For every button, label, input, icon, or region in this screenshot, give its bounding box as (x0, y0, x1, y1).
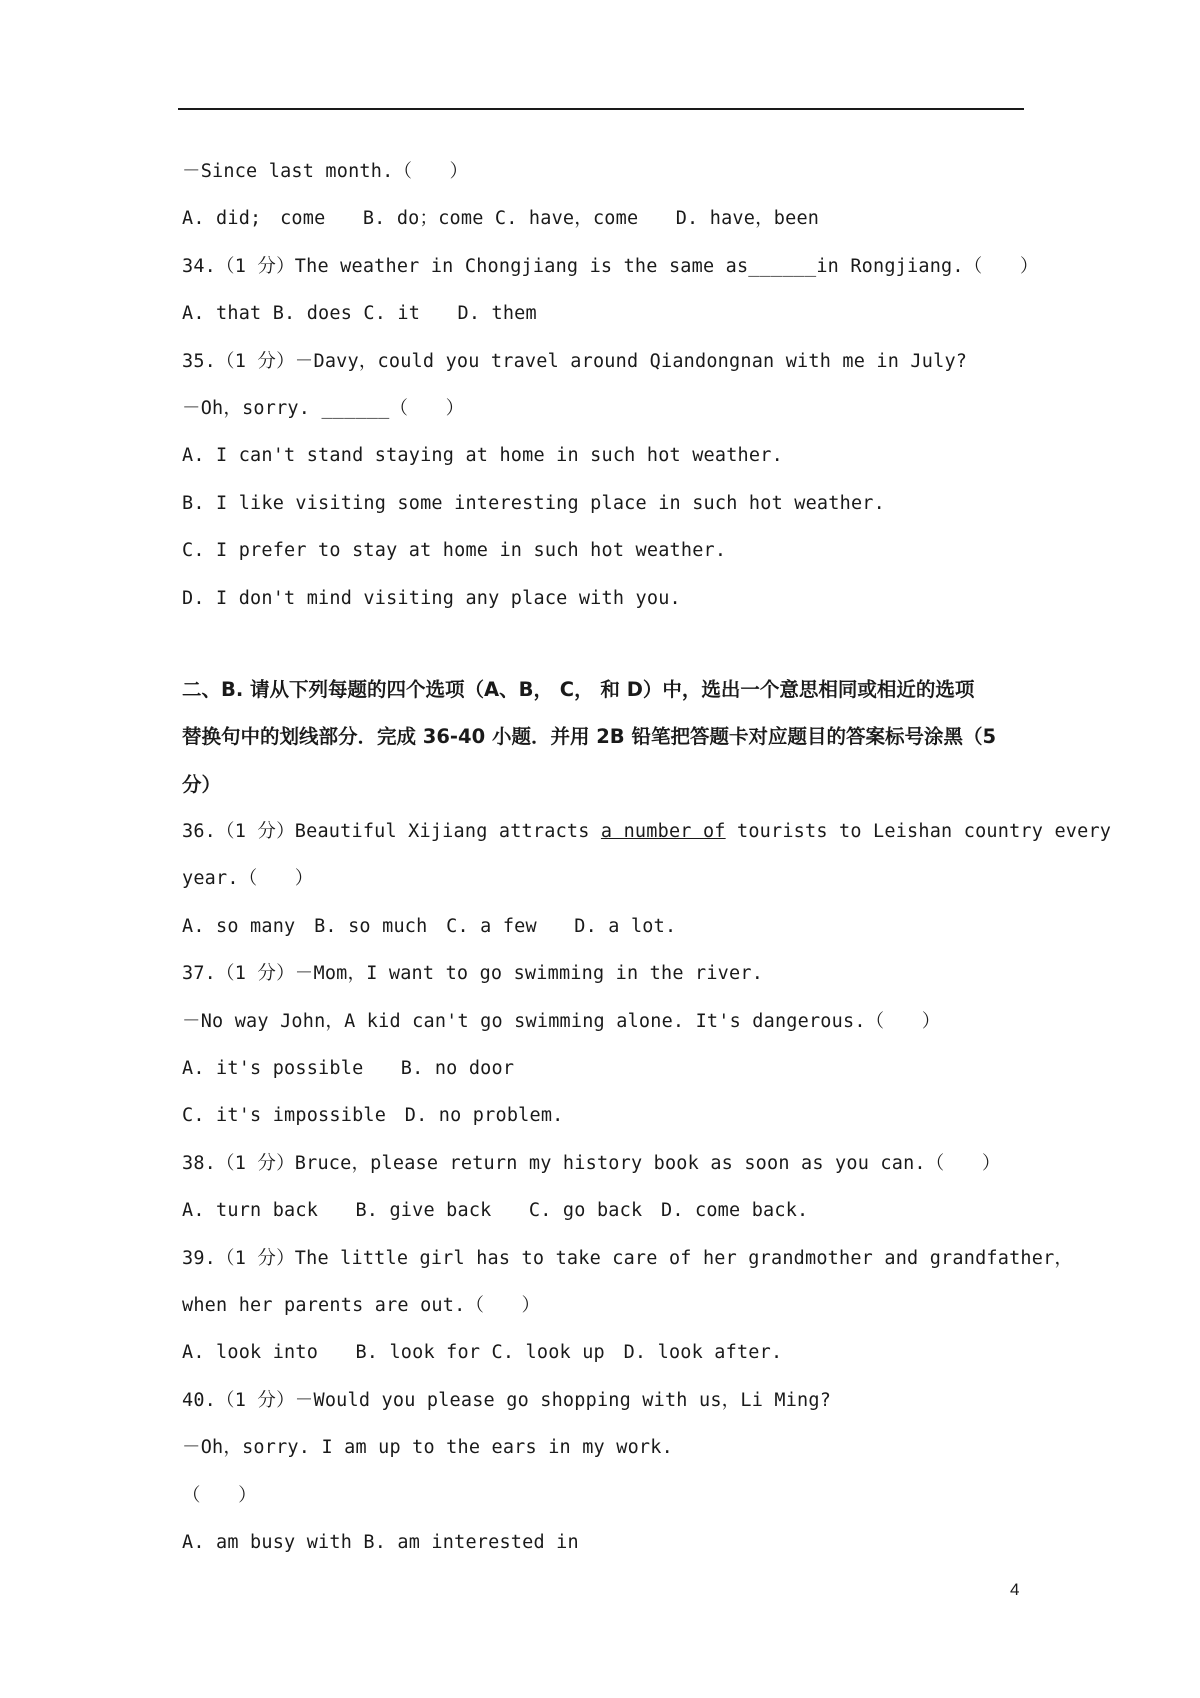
section-instruction-line-2: 替换句中的划线部分．完成 36-40 小题．并用 2B 铅笔把答题卡对应题目的答案标号涂黑（5 (182, 725, 997, 749)
section-instruction-line-1: 二、B. 请从下列每题的四个选项（A、B， C， 和 D）中，选出一个意思相同或相近的选项 (182, 677, 975, 701)
page-number: 4 (1010, 1580, 1020, 1599)
q36-underlined-phrase: a number of (600, 821, 726, 843)
q37-reply: －No way John，A kid can't go swimming alone. It's dangerous.（ ） (182, 1010, 941, 1032)
q35-option-b: B. I like visiting some interesting place in such hot weather. (182, 492, 885, 514)
q33-reply: －Since last month.（ ） (182, 161, 469, 182)
q39-question-cont: when her parents are out.（ ） (182, 1294, 541, 1316)
q38-question: 38.（1 分）Bruce，please return my history book as soon as you can.（ ） (182, 1152, 1001, 1174)
q35-question: 35.（1 分）－Davy，could you travel around Qiandongnan with me in July? (182, 350, 968, 372)
q36-text-end: tourists to Leishan country every (725, 821, 1112, 843)
q40-answer-blank: （ ） (182, 1484, 257, 1506)
q36-options: A. so many B. so much C. a few D. a lot. (182, 915, 677, 937)
q38-options: A. turn back B. give back C. go back D. come back. (182, 1200, 809, 1222)
document-body (182, 148, 1112, 1566)
q37-options-ab: A. it's possible B. no door (182, 1058, 515, 1080)
q40-reply: －Oh，sorry. I am up to the ears in my work. (182, 1437, 673, 1459)
section-gap (182, 622, 1032, 666)
q36-text-start: 36.（1 分）Beautiful Xijiang attracts (182, 821, 601, 843)
q35-option-d: D. I don't mind visiting any place with you. (182, 587, 681, 609)
q35-reply: －Oh，sorry. ______（ ） (182, 397, 465, 419)
q39-question: 39.（1 分）The little girl has to take care of her grandmother and grandfather， (182, 1247, 1074, 1269)
q34-options: A. that B. does C. it D. them (182, 303, 537, 325)
q39-options: A. look into B. look for C. look up D. look after. (182, 1342, 783, 1364)
q35-option-a: A. I can't stand staying at home in such hot weather. (182, 445, 783, 467)
q40-question: 40.（1 分）－Would you please go shopping with us，Li Ming? (182, 1389, 832, 1411)
q37-options-cd: C. it's impossible D. no problem. (182, 1105, 564, 1127)
q37-question: 37.（1 分）－Mom，I want to go swimming in the river. (182, 963, 764, 985)
section-instruction-line-3: 分） (182, 772, 222, 796)
q36-question-cont: year.（ ） (182, 868, 314, 890)
q34-question: 34.（1 分）The weather in Chongjiang is the same as______in Rongjiang.（ ） (182, 255, 1039, 277)
q40-options: A. am busy with B. am interested in (182, 1531, 579, 1553)
header-rule (178, 108, 1024, 110)
q35-option-c: C. I prefer to stay at home in such hot weather. (182, 540, 727, 562)
q33-options: A. did; come B. do；come C. have，come D. have，been (182, 208, 820, 230)
q36-question (182, 808, 1112, 855)
